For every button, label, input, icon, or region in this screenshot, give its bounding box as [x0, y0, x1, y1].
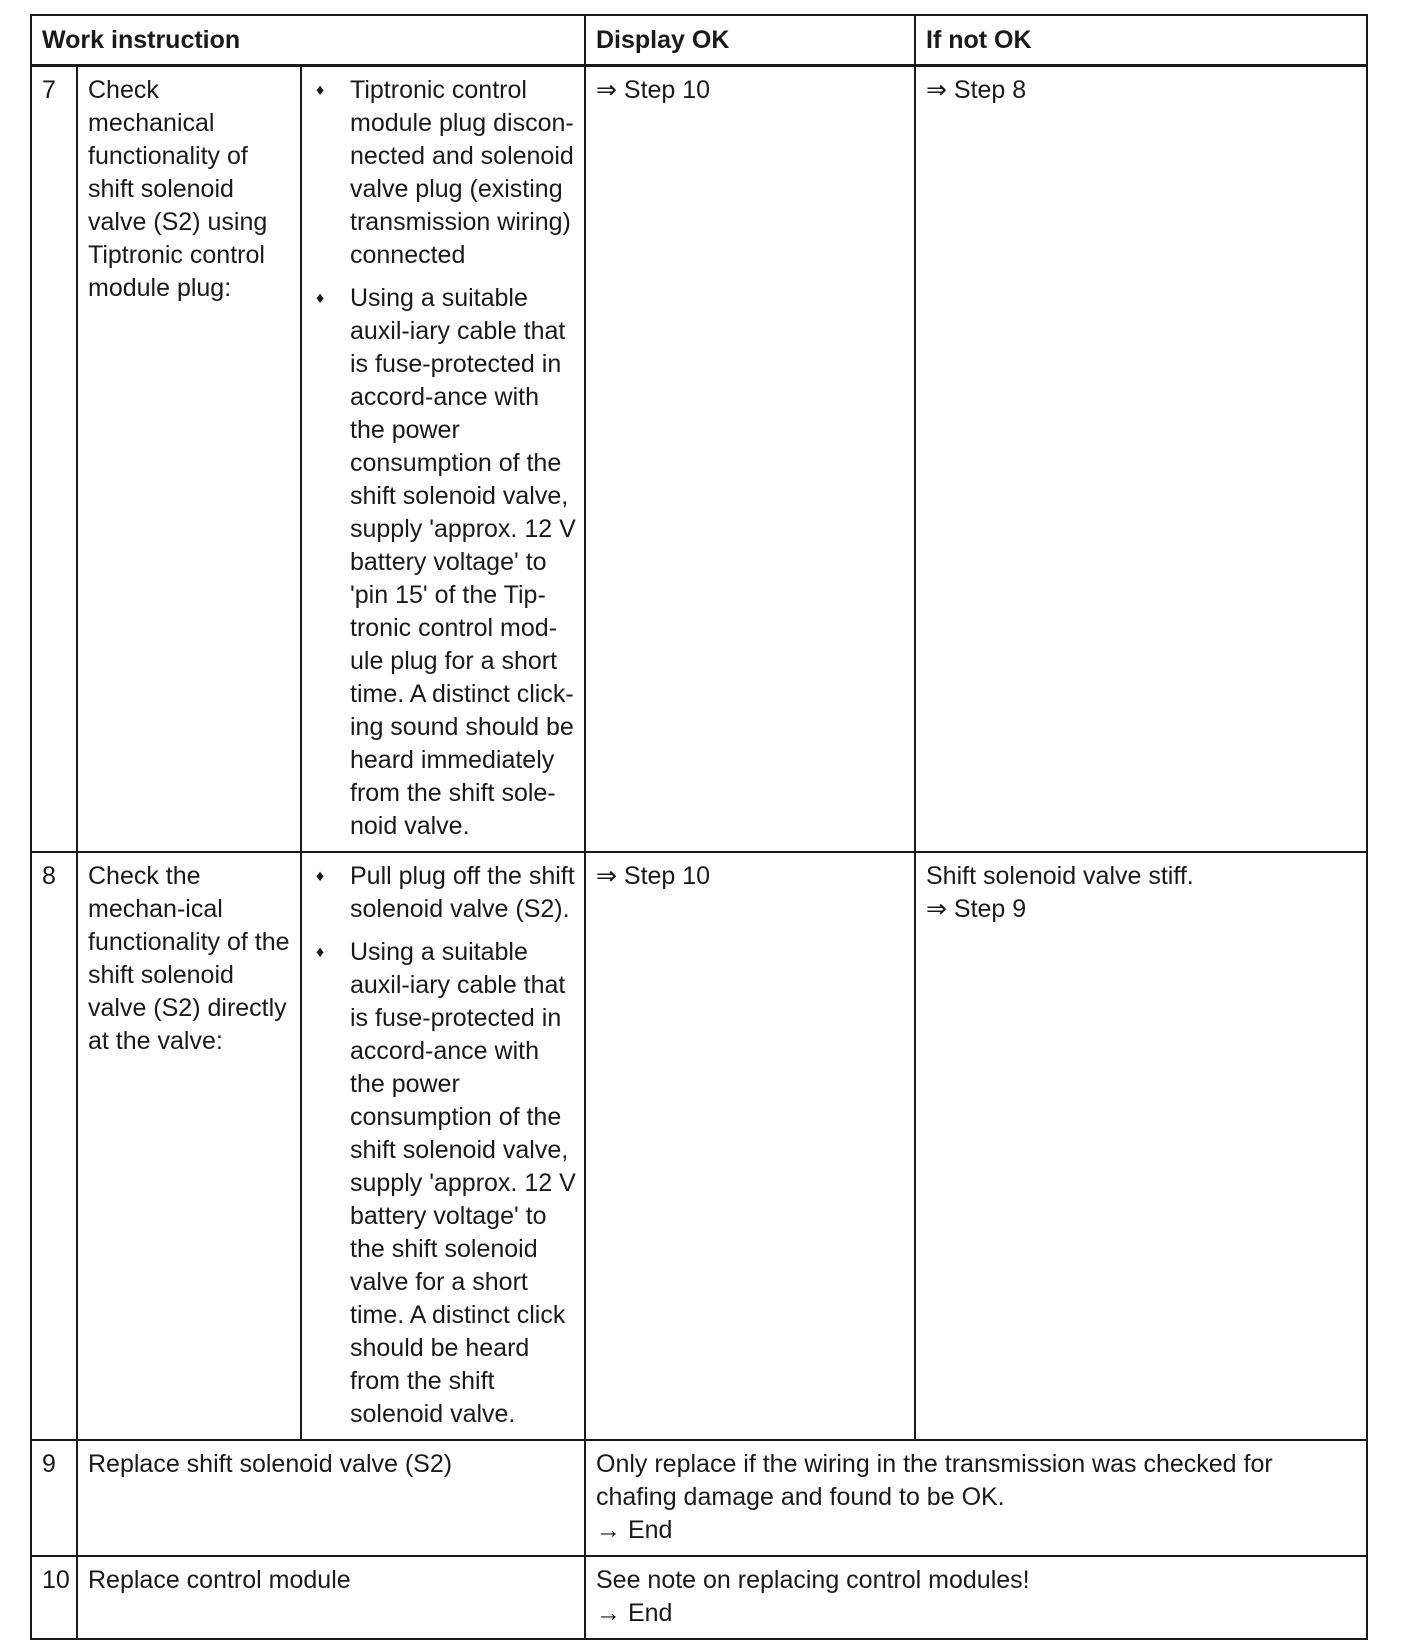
step-number: 10 [31, 1556, 77, 1639]
substep-item [310, 74, 578, 272]
work-instruction-table [30, 14, 1368, 1640]
step-substeps [301, 852, 585, 1440]
diamond-bullet-icon: ♦ [316, 290, 325, 307]
step-number: 9 [31, 1440, 77, 1556]
header-display-ok: Display OK [585, 15, 915, 66]
step-task: Replace shift solenoid valve (S2) [77, 1440, 585, 1556]
step-task: Check the mechan-ical functionality of the shift solenoid valve (S2) directly at the valve: [77, 852, 301, 1440]
substep-text: Using a suitable auxil-iary cable that is fuse-protected in accord-ance with the power consumption of the shift solenoid valve, supply 'approx. 12 V battery voltage' to 'pin 15' of the Tip-tronic control mod-ule plug for a short time. A distinct click-ing sound should be heard immediately from the shift sole-noid valve. [350, 284, 576, 840]
substep-text: Tiptronic control module plug discon-nected and solenoid valve plug (existing transmission wiring) connected [350, 76, 574, 269]
result-line: → End [596, 1516, 673, 1544]
display-ok-cell: ⇒ Step 10 [585, 66, 915, 853]
step-task: Replace control module [77, 1556, 585, 1639]
table-row-step-10 [31, 1556, 1367, 1639]
if-not-ok-line: ⇒ Step 8 [926, 76, 1027, 104]
display-ok-cell: ⇒ Step 10 [585, 852, 915, 1440]
header-work-instruction: Work instruction [31, 15, 585, 66]
step-substeps [301, 66, 585, 853]
if-not-ok-line: Shift solenoid valve stiff. [926, 862, 1194, 890]
table-row-step-9 [31, 1440, 1367, 1556]
step-task: Check mechanical functionality of shift solenoid valve (S2) using Tiptronic control module plug: [77, 66, 301, 853]
table-header-row [31, 15, 1367, 66]
substep-text: Pull plug off the shift solenoid valve (S2). [350, 862, 575, 923]
if-not-ok-cell [915, 66, 1367, 853]
result-cell [585, 1556, 1367, 1639]
table-row-step-8 [31, 852, 1367, 1440]
substep-item [310, 282, 578, 843]
diamond-bullet-icon: ♦ [316, 868, 325, 885]
if-not-ok-cell [915, 852, 1367, 1440]
step-number: 7 [31, 66, 77, 853]
substep-item [310, 936, 578, 1431]
header-if-not-ok: If not OK [915, 15, 1367, 66]
substep-text: Using a suitable auxil-iary cable that is fuse-protected in accord-ance with the power consumption of the shift solenoid valve, supply 'approx. 12 V battery voltage' to the shift solenoid valve for a short time. A distinct click should be heard from the shift solenoid valve. [350, 938, 576, 1428]
result-line: See note on replacing control modules! [596, 1566, 1030, 1594]
table-row-step-7 [31, 66, 1367, 853]
if-not-ok-line: ⇒ Step 9 [926, 895, 1027, 923]
result-line: → End [596, 1599, 673, 1627]
result-cell [585, 1440, 1367, 1556]
step-number: 8 [31, 852, 77, 1440]
diamond-bullet-icon: ♦ [316, 82, 325, 99]
substep-item [310, 860, 578, 926]
diamond-bullet-icon: ♦ [316, 944, 325, 961]
result-line: Only replace if the wiring in the transmission was checked for chafing damage and found to be OK. [596, 1450, 1273, 1511]
